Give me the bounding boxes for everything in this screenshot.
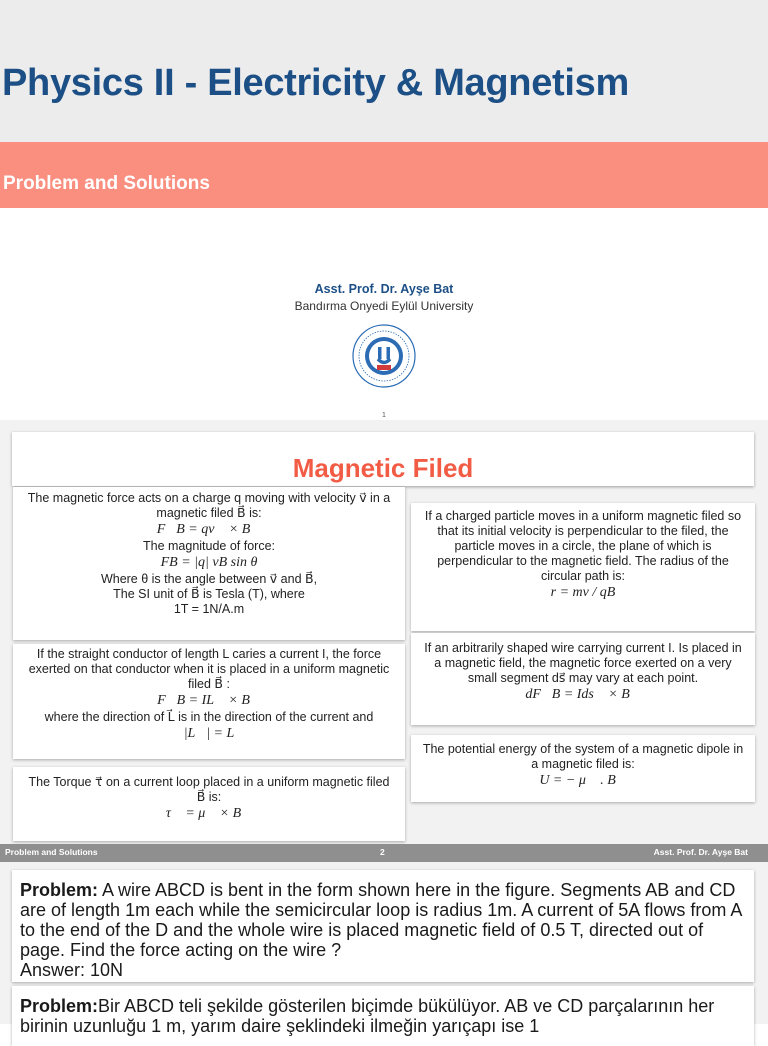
magnetic-force-box (13, 487, 405, 640)
text-line: If the straight conductor of length L caries a current I, the force (36, 647, 382, 661)
text-line: a magnetic filed is: (531, 757, 635, 771)
text-line: The Torque τ⃗ on a current loop placed in a uniform magnetic filed (28, 775, 390, 789)
text-line: magnetic filed B⃗ is: (156, 506, 262, 520)
equation: |L⃗| = L (183, 726, 235, 741)
problem-slide (0, 866, 768, 1036)
text-line: 1T = 1N/A.m (173, 602, 245, 616)
text-line: exerted on that conductor when it is placed in a uniform magnetic (28, 662, 390, 676)
problem-text: Bir ABCD teli şekilde gösterilen biçimde bükülüyor. AB ve CD parçalarının her birinin uzunluğu 1 m, yarım daire şeklindeki ilmeğin yarıçapı ise 1 (20, 996, 715, 1036)
text-line: The SI unit of B⃗ is Tesla (T), where (113, 587, 305, 601)
footer-page-number: 2 (380, 847, 385, 857)
text-line: particle moves in a circle, the plane of which is (454, 539, 712, 553)
text-line: Where θ is the angle between v⃗ and B⃗, (100, 572, 318, 586)
course-title: Physics II - Electricity & Magnetism (2, 62, 629, 104)
text-line: perpendicular to the magnetic field. The radius of the (437, 554, 729, 568)
text-line: The potential energy of the system of a magnetic dipole in (422, 742, 744, 756)
slide-title: Magnetic Filed (292, 453, 474, 483)
equation: τ⃗ = μ⃗ × B⃗ (165, 806, 253, 821)
text-line: B⃗ is: (196, 790, 222, 804)
text-line: The magnetic force acts on a charge q moving with velocity v⃗ in a (27, 491, 391, 505)
magnetic-field-slide (0, 420, 768, 866)
text-line: circular path is: (540, 569, 626, 583)
equation: U = − μ⃗ . B⃗ (539, 773, 627, 788)
wire-segment-box (411, 633, 755, 725)
slide-footer (0, 844, 768, 862)
author-name: Asst. Prof. Dr. Ayşe Bat (314, 282, 454, 296)
university-logo (351, 323, 417, 389)
equation: r = mv / qB (550, 585, 616, 600)
course-subtitle: Problem and Solutions (3, 173, 210, 194)
equation: dF⃗B = Ids⃗ × B⃗ (525, 687, 641, 702)
text-line: The magnitude of force: (142, 539, 276, 553)
problem-answer: Answer: 10N (20, 960, 124, 980)
text-line: small segment ds⃗ may vary at each point. (467, 671, 699, 685)
equation: FB = |q| vB sin θ (160, 555, 258, 570)
text-line: If an arbitrarily shaped wire carrying current I. Is placed in (424, 641, 742, 655)
title-slide (0, 0, 768, 420)
problem-text: A wire ABCD is bent in the form shown here in the figure. Segments AB and CD are of length 1m each while the semicircular loop is radius 1m. A current of 5A flows from A to the end of the D and the whole wire is placed magnetic field of 0.5 T, directed out of page. Find the force acting on the wire ? (20, 880, 742, 960)
slide-number: 1 (382, 412, 386, 419)
footer-left-text: Problem and Solutions (5, 847, 98, 857)
conductor-force-box (13, 644, 405, 759)
problem-label: Problem: (20, 996, 99, 1016)
problem-label: Problem: (20, 880, 99, 900)
text-line: filed B⃗ : (188, 677, 230, 691)
text-line: a magnetic field, the magnetic force exerted on a very (434, 656, 732, 670)
equation: F⃗B = qv⃗ × B⃗ (156, 522, 262, 537)
circular-motion-box (411, 503, 755, 631)
footer-author: Asst. Prof. Dr. Ayşe Bat (653, 847, 748, 857)
text-line: that its initial velocity is perpendicular to the filed, the (437, 524, 729, 538)
slide-title-box (12, 432, 754, 486)
text-line: If a charged particle moves in a uniform magnetic filed so (424, 509, 742, 523)
university-name: Bandırma Onyedi Eylül University (294, 299, 474, 313)
dipole-energy-box (411, 735, 755, 802)
equation: F⃗B = IL⃗ × B⃗ (157, 693, 261, 708)
torque-box (13, 767, 405, 841)
text-line: where the direction of L⃗ is in the direction of the current and (44, 710, 374, 724)
problem-english-box (12, 870, 754, 982)
problem-turkish-box (12, 986, 754, 1046)
